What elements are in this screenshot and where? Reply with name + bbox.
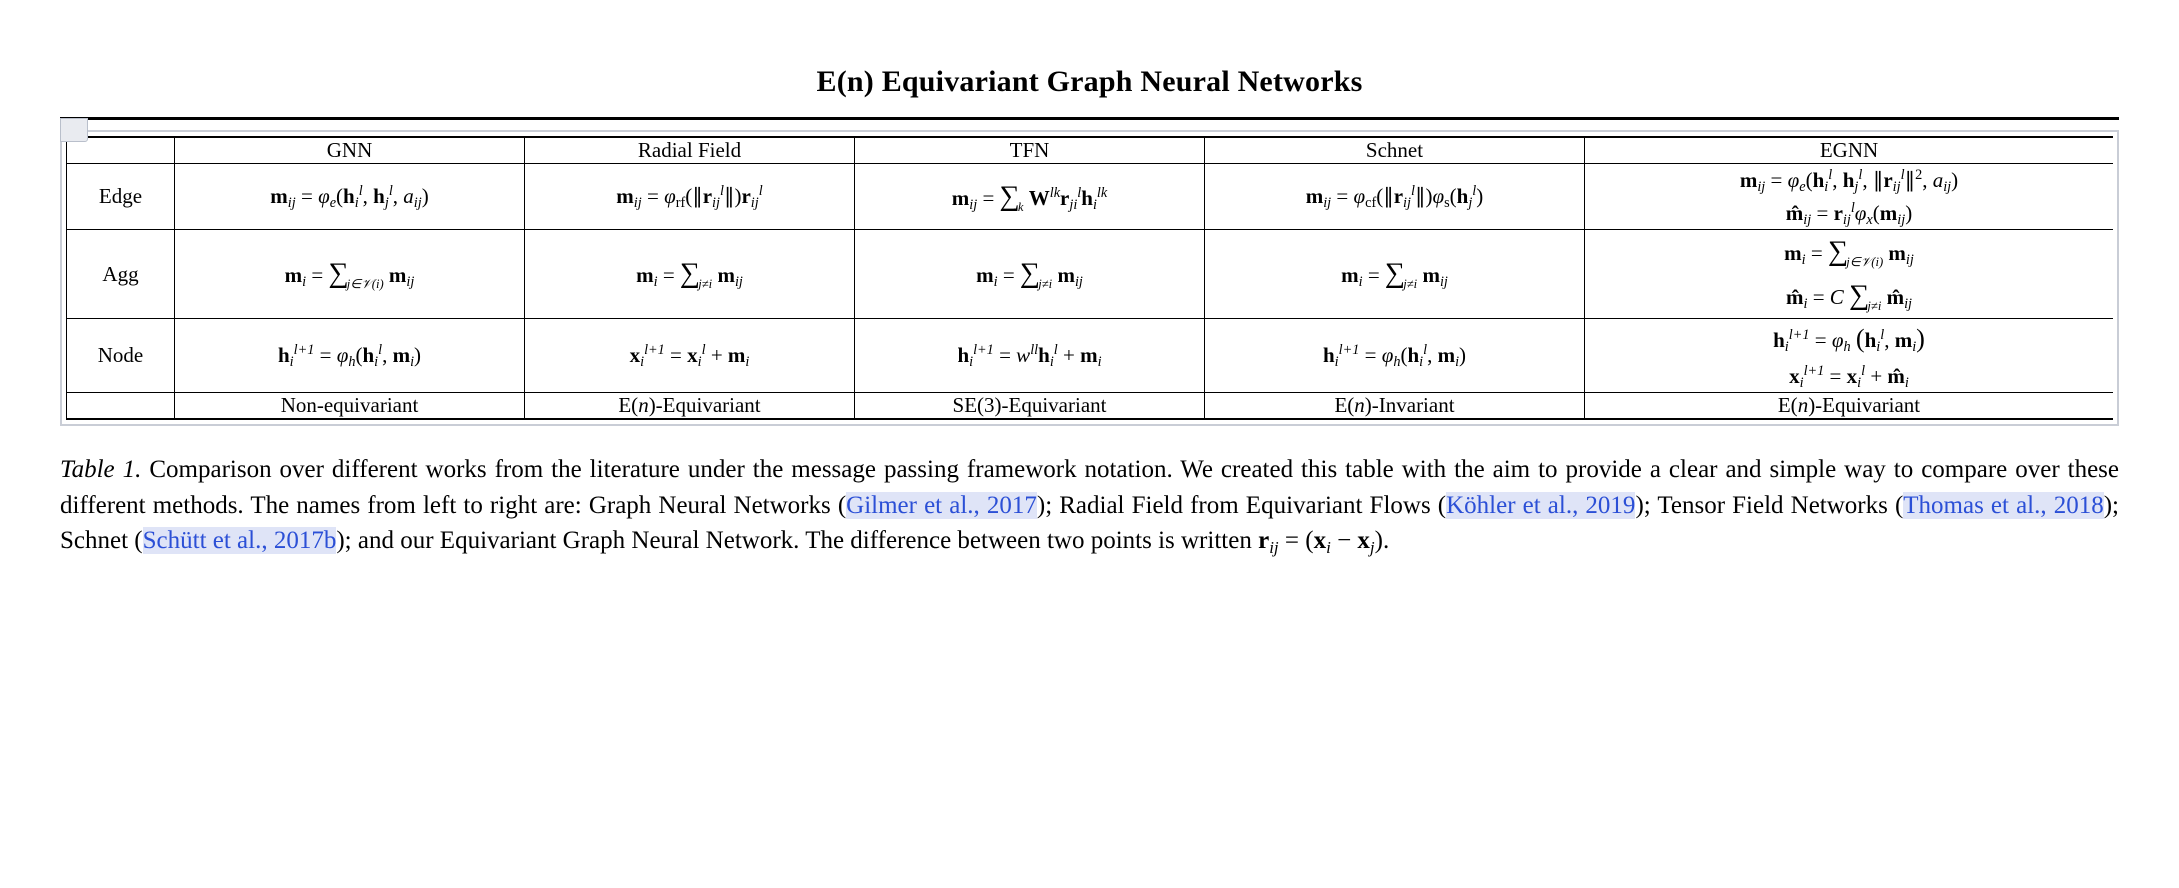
caption-math-tail: $r_{ij} = (x_i - x_j)$. bbox=[1258, 527, 1390, 557]
row-label-agg: Agg bbox=[67, 230, 175, 319]
cell-agg-egnn: $m_i$ = ∑j∈𝒱(i) $m_{ij}$ $m̂_i = C$ ∑j≠i $m̂_{ij}$ bbox=[1585, 230, 2114, 319]
header-schnet: Schnet bbox=[1205, 137, 1585, 164]
caption-text-2: ); Radial Field from Equivariant Flows ( bbox=[1036, 491, 1447, 519]
table-selection-frame[interactable] bbox=[60, 130, 2119, 426]
cell-node-gnn: $h_i^{l+1} = \varphi_h(h_i^l$, $m_i$) bbox=[175, 318, 525, 392]
cell-edge-egnn: $m_{ij} = \varphi_e(h_i^l$, $h_j^l$, $\parallel r_{ij}^l\parallel^2$, $a_{ij}$) $m̂_{ij} = r_{ij}^l\varphi_x(m_{ij})$ bbox=[1585, 164, 2114, 230]
caption-text-1: Comparison over different works from the literature under the message passing framework notation. We created this table with the aim to provide a clear and simple way to compare over these different methods. The names from left to right are: Graph Neural Networks ( bbox=[60, 456, 2119, 519]
selection-handle[interactable] bbox=[60, 118, 88, 142]
header-egnn: EGNN bbox=[1585, 137, 2114, 164]
cell-agg-tfn: $m_i = \sum j\ne i$ $m_{ij}$ bbox=[855, 230, 1205, 319]
caption-text-3: ); Tensor Field Networks ( bbox=[1635, 491, 1904, 519]
table-caption bbox=[60, 452, 2119, 559]
row-label-node: Node bbox=[67, 318, 175, 392]
footer-gnn: Non-equivariant bbox=[175, 393, 525, 420]
footer-egnn: E(n)-Equivariant bbox=[1585, 393, 2114, 420]
cell-node-radial-field: $x_i^{l+1} = x_i^l + m_i$ bbox=[525, 318, 855, 392]
row-label-edge: Edge bbox=[67, 164, 175, 230]
citation-schutt[interactable]: Schütt et al., 2017b bbox=[142, 527, 337, 555]
cell-node-tfn: $h_i^{l+1} = w^{ll}h_i^l + m_i$ bbox=[855, 318, 1205, 392]
cell-agg-radial-field: $m_i = \sum j\ne i$ $m_{ij}$ bbox=[525, 230, 855, 319]
table-row-edge bbox=[67, 164, 2114, 230]
header-tfn: TFN bbox=[855, 137, 1205, 164]
cell-edge-schnet: $m_{ij}$ = $\varphi_{cf}(\parallel r_{ij}^l\parallel)\varphi_s(h_j^l)$ bbox=[1205, 164, 1585, 230]
caption-text-4: ); Schnet ( bbox=[60, 491, 2119, 555]
cell-node-schnet: $h_i^{l+1} = \varphi_h(h_i^l$, $m_i$) bbox=[1205, 318, 1585, 392]
page-title: E(n) Equivariant Graph Neural Networks bbox=[816, 65, 1363, 98]
paper-page bbox=[0, 65, 2179, 888]
cell-edge-radial-field: $m_{ij}$ = $\varphi_{rf}(\parallel r_{ij}^l\parallel)r_{ij}^l$ bbox=[525, 164, 855, 230]
header-radial-field: Radial Field bbox=[525, 137, 855, 164]
citation-gilmer[interactable]: Gilmer et al., 2017 bbox=[846, 491, 1037, 519]
cell-agg-gnn: $m_i$ = ∑j∈𝒱(i) $m_{ij}$ bbox=[175, 230, 525, 319]
caption-text-5: ); and our Equivariant Graph Neural Network. The difference between two points is written bbox=[336, 527, 1259, 555]
citation-kohler[interactable]: Köhler et al., 2019 bbox=[1446, 491, 1636, 519]
comparison-table bbox=[66, 136, 2113, 420]
cell-agg-schnet: $m_i = \sum j\ne i$ $m_{ij}$ bbox=[1205, 230, 1585, 319]
footer-blank bbox=[67, 393, 175, 420]
cell-edge-tfn: $m_{ij} = \sum k$ $W^{lk}r_{ji}^lh_i^{lk}$ bbox=[855, 164, 1205, 230]
table-row-node bbox=[67, 318, 2114, 392]
table-row-agg bbox=[67, 230, 2114, 319]
table-header-row bbox=[67, 137, 2114, 164]
footer-radial-field: E(n)-Equivariant bbox=[525, 393, 855, 420]
footer-schnet: E(n)-Invariant bbox=[1205, 393, 1585, 420]
cell-edge-gnn: $m_{ij} = \varphi_e(h_i^l$, $h_j^l$, $a_{ij}$) bbox=[175, 164, 525, 230]
caption-label: Table 1. bbox=[60, 456, 142, 484]
cell-node-egnn: $h_i^{l+1} = \varphi_h$ ($h_i^l$, $m_i$) $x_i^{l+1} = x_i^l$ + $m̂_i$ bbox=[1585, 318, 2114, 392]
table-footer-row bbox=[67, 393, 2114, 420]
footer-tfn: SE(3)-Equivariant bbox=[855, 393, 1205, 420]
citation-thomas[interactable]: Thomas et al., 2018 bbox=[1903, 491, 2104, 519]
title-divider bbox=[60, 117, 2119, 120]
header-gnn: GNN bbox=[175, 137, 525, 164]
